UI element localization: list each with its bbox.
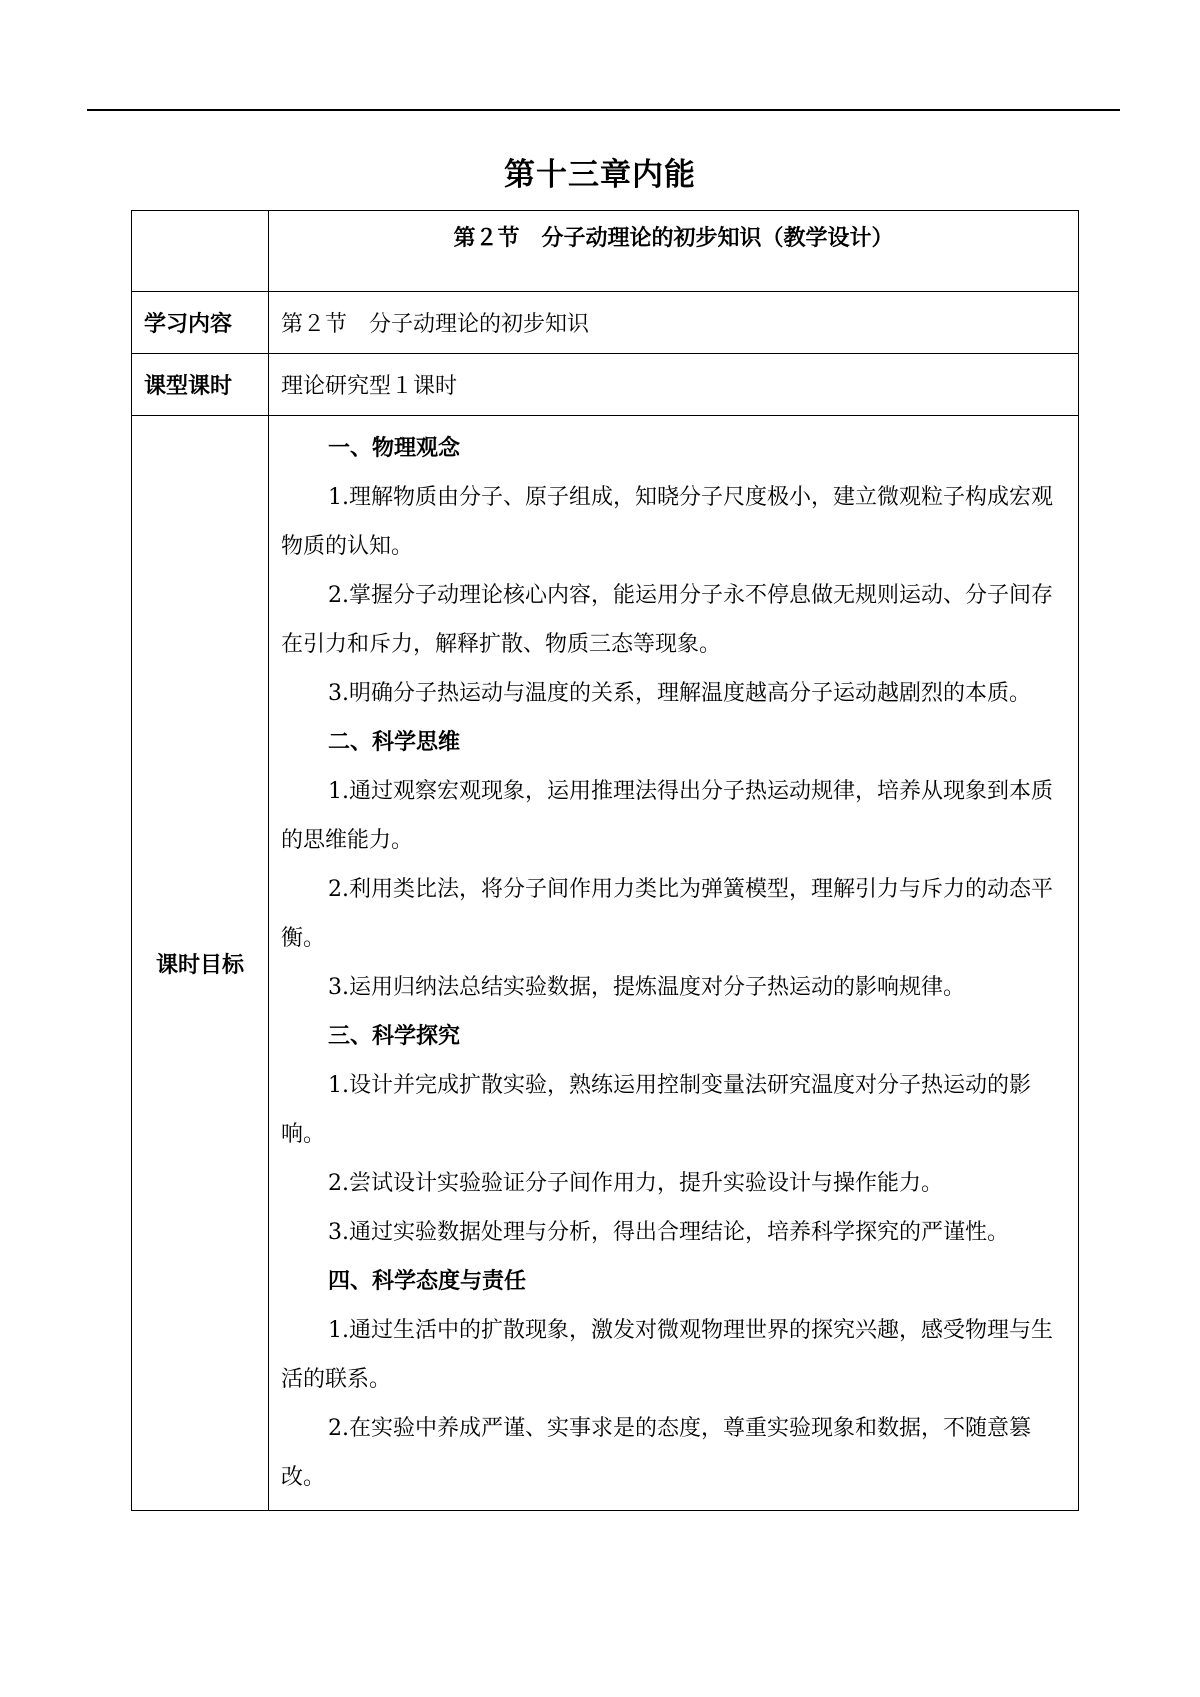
goal-item: 2.在实验中养成严谨、实事求是的态度，尊重实验现象和数据，不随意篡改。	[281, 1416, 1031, 1490]
row-label-type: 课型课时	[132, 354, 269, 416]
table-row-goals	[132, 416, 1079, 1511]
goal-item: 1.设计并完成扩散实验，熟练运用控制变量法研究温度对分子热运动的影响。	[281, 1073, 1031, 1147]
row-label-goals: 课时目标	[132, 416, 269, 1511]
goal-item: 1.通过生活中的扩散现象，激发对微观物理世界的探究兴趣，感受物理与生活的联系。	[281, 1318, 1053, 1392]
table-row-type	[132, 354, 1079, 416]
goal-heading: 三、科学探究	[328, 1024, 461, 1049]
document-title: 第十三章内能	[504, 157, 696, 193]
table-row-content	[132, 292, 1079, 354]
goal-heading: 二、科学思维	[328, 730, 461, 755]
empty-corner-cell	[132, 211, 269, 292]
table-header-row	[132, 211, 1079, 292]
goal-item: 2.尝试设计实验验证分子间作用力，提升实验设计与操作能力。	[328, 1171, 943, 1196]
section-title: 第２节 分子动理论的初步知识（教学设计）	[269, 211, 1079, 292]
goal-item: 2.掌握分子动理论核心内容，能运用分子永不停息做无规则运动、分子间存在引力和斥力，解释扩散、物质三态等现象。	[281, 583, 1053, 657]
goal-item: 1.通过观察宏观现象，运用推理法得出分子热运动规律，培养从现象到本质的思维能力。	[281, 779, 1053, 853]
row-label-content: 学习内容	[132, 292, 269, 354]
goals-content	[269, 416, 1079, 1511]
goal-item: 3.明确分子热运动与温度的关系，理解温度越高分子运动越剧烈的本质。	[328, 681, 1031, 706]
goal-item: 3.通过实验数据处理与分析，得出合理结论，培养科学探究的严谨性。	[328, 1220, 1009, 1245]
row-value-type: 理论研究型１课时	[269, 354, 1079, 416]
row-value-content: 第２节 分子动理论的初步知识	[269, 292, 1079, 354]
goal-heading: 一、物理观念	[328, 436, 461, 461]
lesson-plan-table	[131, 210, 1079, 1511]
header-rule	[87, 109, 1120, 111]
goal-item: 1.理解物质由分子、原子组成，知晓分子尺度极小，建立微观粒子构成宏观物质的认知。	[281, 485, 1053, 559]
goal-item: 2.利用类比法，将分子间作用力类比为弹簧模型，理解引力与斥力的动态平衡。	[281, 877, 1053, 951]
goal-item: 3.运用归纳法总结实验数据，提炼温度对分子热运动的影响规律。	[328, 975, 965, 1000]
goal-heading: 四、科学态度与责任	[328, 1269, 527, 1294]
